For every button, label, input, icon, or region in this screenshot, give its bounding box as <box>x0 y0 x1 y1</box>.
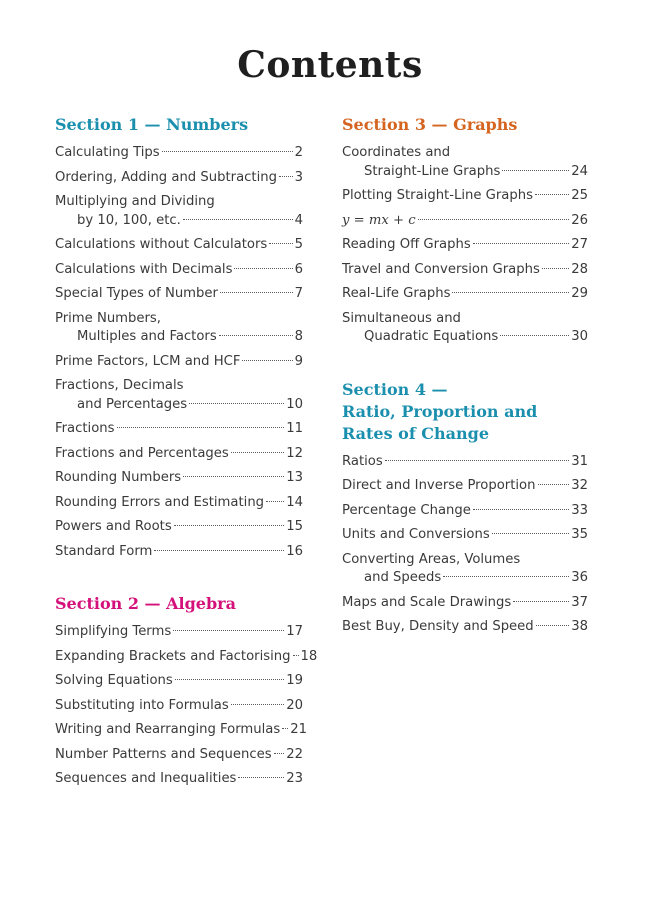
toc-entry[interactable] <box>55 445 303 464</box>
dot-leader <box>279 176 293 177</box>
toc-entry-title: Special Types of Number <box>55 286 218 301</box>
dot-leader <box>269 243 292 244</box>
dot-leader <box>492 533 570 534</box>
dot-leader <box>538 484 570 485</box>
dot-leader <box>219 335 293 336</box>
toc-entry-title: Prime Factors, LCM and HCF <box>55 353 241 369</box>
dot-leader <box>183 219 293 220</box>
toc-page-number: 19 <box>286 673 303 688</box>
toc-page-number: 10 <box>286 396 303 412</box>
toc-entry[interactable] <box>55 469 303 488</box>
toc-page-number: 21 <box>290 722 308 737</box>
dot-leader <box>231 452 284 453</box>
toc-entry[interactable] <box>55 746 303 765</box>
toc-entry-title: Direct and Inverse Proportion <box>342 478 536 493</box>
toc-entry[interactable] <box>55 672 303 691</box>
toc-entry[interactable] <box>55 697 303 716</box>
dot-leader <box>452 292 569 293</box>
dot-leader <box>535 194 569 195</box>
toc-entry-title-line: Simultaneous and <box>342 310 461 326</box>
contents-section <box>55 114 303 561</box>
toc-entry-title: Fractions <box>55 421 115 436</box>
toc-page-number: 11 <box>286 421 303 436</box>
dot-leader <box>443 576 569 577</box>
toc-entry[interactable] <box>342 144 588 181</box>
toc-entry-title: Travel and Conversion Graphs <box>342 261 540 277</box>
dot-leader <box>536 625 570 626</box>
toc-entry[interactable] <box>55 144 303 163</box>
dot-leader <box>274 753 285 754</box>
toc-entry-title: Plotting Straight-Line Graphs <box>342 188 533 203</box>
toc-page-number: 7 <box>294 286 303 301</box>
dot-leader <box>266 501 284 502</box>
dot-leader <box>117 427 285 428</box>
section-heading: Section 3 — Graphs <box>342 115 518 134</box>
toc-entry[interactable] <box>55 193 303 230</box>
toc-entry-title: Best Buy, Density and Speed <box>342 619 534 634</box>
dot-leader <box>220 292 293 293</box>
dot-leader <box>418 219 570 220</box>
toc-page-number: 30 <box>571 329 588 344</box>
section-heading: Section 2 — Algebra <box>55 594 236 613</box>
contents-section <box>55 593 318 789</box>
toc-entry[interactable] <box>55 420 303 439</box>
toc-entry[interactable] <box>55 494 303 513</box>
toc-page-number: 9 <box>294 353 303 369</box>
toc-entry-title: Rounding Numbers <box>55 470 182 485</box>
section-heading-line: Ratio, Proportion and <box>342 401 538 421</box>
toc-page-number: 24 <box>571 163 588 179</box>
toc-entry-title: Calculations without Calculators <box>55 237 268 252</box>
toc-entry[interactable] <box>342 261 588 280</box>
toc-entry[interactable] <box>55 721 308 740</box>
toc-entry[interactable] <box>342 551 588 588</box>
toc-entry-title: Solving Equations <box>55 673 173 688</box>
toc-page-number: 12 <box>286 445 303 461</box>
toc-entry-title: Units and Conversions <box>342 527 490 542</box>
toc-page-number: 25 <box>571 188 588 203</box>
toc-entry-title: Simplifying Terms <box>55 624 172 639</box>
toc-entry[interactable] <box>55 261 303 280</box>
toc-entry-title: Standard Form <box>55 543 153 559</box>
toc-page-number: 33 <box>571 502 588 518</box>
toc-page-number: 6 <box>294 261 303 277</box>
toc-entry-title: Writing and Rearranging Formulas <box>55 722 281 737</box>
dot-leader <box>173 630 284 631</box>
dot-leader <box>473 509 569 510</box>
toc-entry-title: Powers and Roots <box>55 519 172 534</box>
toc-entry[interactable] <box>55 377 303 414</box>
toc-entry-title: and Speeds <box>364 570 442 585</box>
contents-right-column <box>342 114 588 669</box>
toc-entry-title: Fractions and Percentages <box>55 445 229 461</box>
toc-page-number: 36 <box>571 570 588 585</box>
toc-entry[interactable] <box>342 502 588 521</box>
toc-page-number: 5 <box>294 237 303 252</box>
toc-entry[interactable] <box>55 543 303 562</box>
toc-page-number: 2 <box>294 145 303 160</box>
toc-page-number: 3 <box>294 169 303 185</box>
toc-entry-title-line: Prime Numbers, <box>55 310 161 326</box>
dot-leader <box>542 268 569 269</box>
toc-page-number: 16 <box>286 543 303 559</box>
toc-entry[interactable] <box>342 526 588 545</box>
toc-entry-title: Multiples and Factors <box>77 329 217 344</box>
dot-leader <box>500 335 569 336</box>
toc-entry-title: y = mx + c <box>342 212 416 228</box>
toc-page-number: 27 <box>571 237 588 252</box>
toc-entry[interactable] <box>342 594 588 613</box>
toc-entry-title-line: Converting Areas, Volumes <box>342 551 521 567</box>
toc-page-number: 17 <box>286 624 303 639</box>
dot-leader <box>189 403 284 404</box>
toc-entry-title: Straight-Line Graphs <box>364 163 501 179</box>
toc-page-number: 38 <box>571 619 588 634</box>
dot-leader <box>293 655 299 656</box>
toc-entry-title: Real-Life Graphs <box>342 286 451 301</box>
toc-entry-title: Calculations with Decimals <box>55 261 233 277</box>
toc-entry-title: Calculating Tips <box>55 145 160 160</box>
toc-page-number: 13 <box>286 470 303 485</box>
toc-page-number: 8 <box>294 329 303 344</box>
toc-page-number: 15 <box>286 519 303 534</box>
toc-entry[interactable] <box>55 236 303 255</box>
dot-leader <box>154 550 284 551</box>
toc-entry[interactable] <box>342 187 588 206</box>
toc-entry[interactable] <box>342 477 588 496</box>
toc-entry-title: Quadratic Equations <box>364 329 499 344</box>
toc-entry-title-line: Coordinates and <box>342 145 451 160</box>
toc-page-number: 26 <box>571 212 588 228</box>
toc-entry-title: Ratios <box>342 453 383 469</box>
toc-entry-title: Percentage Change <box>342 502 471 518</box>
dot-leader <box>174 525 285 526</box>
toc-entry-title-line: Multiplying and Dividing <box>55 194 215 209</box>
toc-entry[interactable] <box>342 236 588 255</box>
toc-entry-title: Sequences and Inequalities <box>55 771 237 786</box>
dot-leader <box>231 704 284 705</box>
dot-leader <box>513 601 569 602</box>
toc-page-number: 28 <box>571 261 588 277</box>
section-heading-line: Section 4 — <box>342 379 448 399</box>
toc-entry-title: Substituting into Formulas <box>55 697 229 713</box>
toc-page-number: 22 <box>286 746 303 762</box>
toc-entry-title: Rounding Errors and Estimating <box>55 494 265 510</box>
contents-section <box>342 379 588 637</box>
toc-entry-title: Number Patterns and Sequences <box>55 746 272 762</box>
page-title: Contents <box>237 44 423 86</box>
toc-page-number: 31 <box>571 453 588 469</box>
contents-left-column <box>55 114 318 821</box>
toc-page-number: 23 <box>286 771 303 786</box>
toc-page-number: 35 <box>571 527 588 542</box>
toc-entry-title: Maps and Scale Drawings <box>342 594 512 610</box>
toc-entry[interactable] <box>55 169 303 188</box>
section-heading <box>342 379 588 445</box>
toc-page-number: 4 <box>294 212 303 228</box>
dot-leader <box>175 679 284 680</box>
dot-leader <box>234 268 292 269</box>
toc-page-number: 14 <box>286 494 303 510</box>
toc-entry-title: Expanding Brackets and Factorising <box>55 648 291 664</box>
dot-leader <box>385 460 569 461</box>
toc-page-number: 32 <box>571 478 588 493</box>
toc-entry[interactable] <box>342 285 588 304</box>
dot-leader <box>473 243 570 244</box>
toc-entry-title: Reading Off Graphs <box>342 237 471 252</box>
toc-page-number: 37 <box>571 594 588 610</box>
section-heading: Section 1 — Numbers <box>55 115 249 134</box>
toc-entry-title-line: Fractions, Decimals <box>55 378 184 393</box>
toc-entry-title: by 10, 100, etc. <box>77 212 181 228</box>
toc-entry[interactable] <box>342 618 588 637</box>
toc-entry[interactable] <box>55 353 303 372</box>
toc-page-number: 29 <box>571 286 588 301</box>
dot-leader <box>183 476 284 477</box>
toc-page-number: 18 <box>300 648 318 664</box>
toc-entry[interactable] <box>342 453 588 472</box>
dot-leader <box>238 777 284 778</box>
dot-leader <box>282 728 288 729</box>
section-heading-line: Rates of Change <box>342 423 490 443</box>
toc-entry[interactable] <box>55 648 318 667</box>
toc-entry[interactable] <box>55 770 303 789</box>
toc-entry[interactable] <box>342 212 588 231</box>
dot-leader <box>162 151 293 152</box>
toc-entry-title: Ordering, Adding and Subtracting <box>55 169 277 185</box>
toc-entry[interactable] <box>55 518 303 537</box>
toc-entry[interactable] <box>55 310 303 347</box>
toc-entry[interactable] <box>342 310 588 347</box>
dot-leader <box>502 170 569 171</box>
toc-entry[interactable] <box>55 285 303 304</box>
dot-leader <box>242 360 292 361</box>
toc-entry-title: and Percentages <box>77 396 188 412</box>
toc-entry[interactable] <box>55 623 303 642</box>
toc-page-number: 20 <box>286 697 303 713</box>
contents-section <box>342 114 588 347</box>
